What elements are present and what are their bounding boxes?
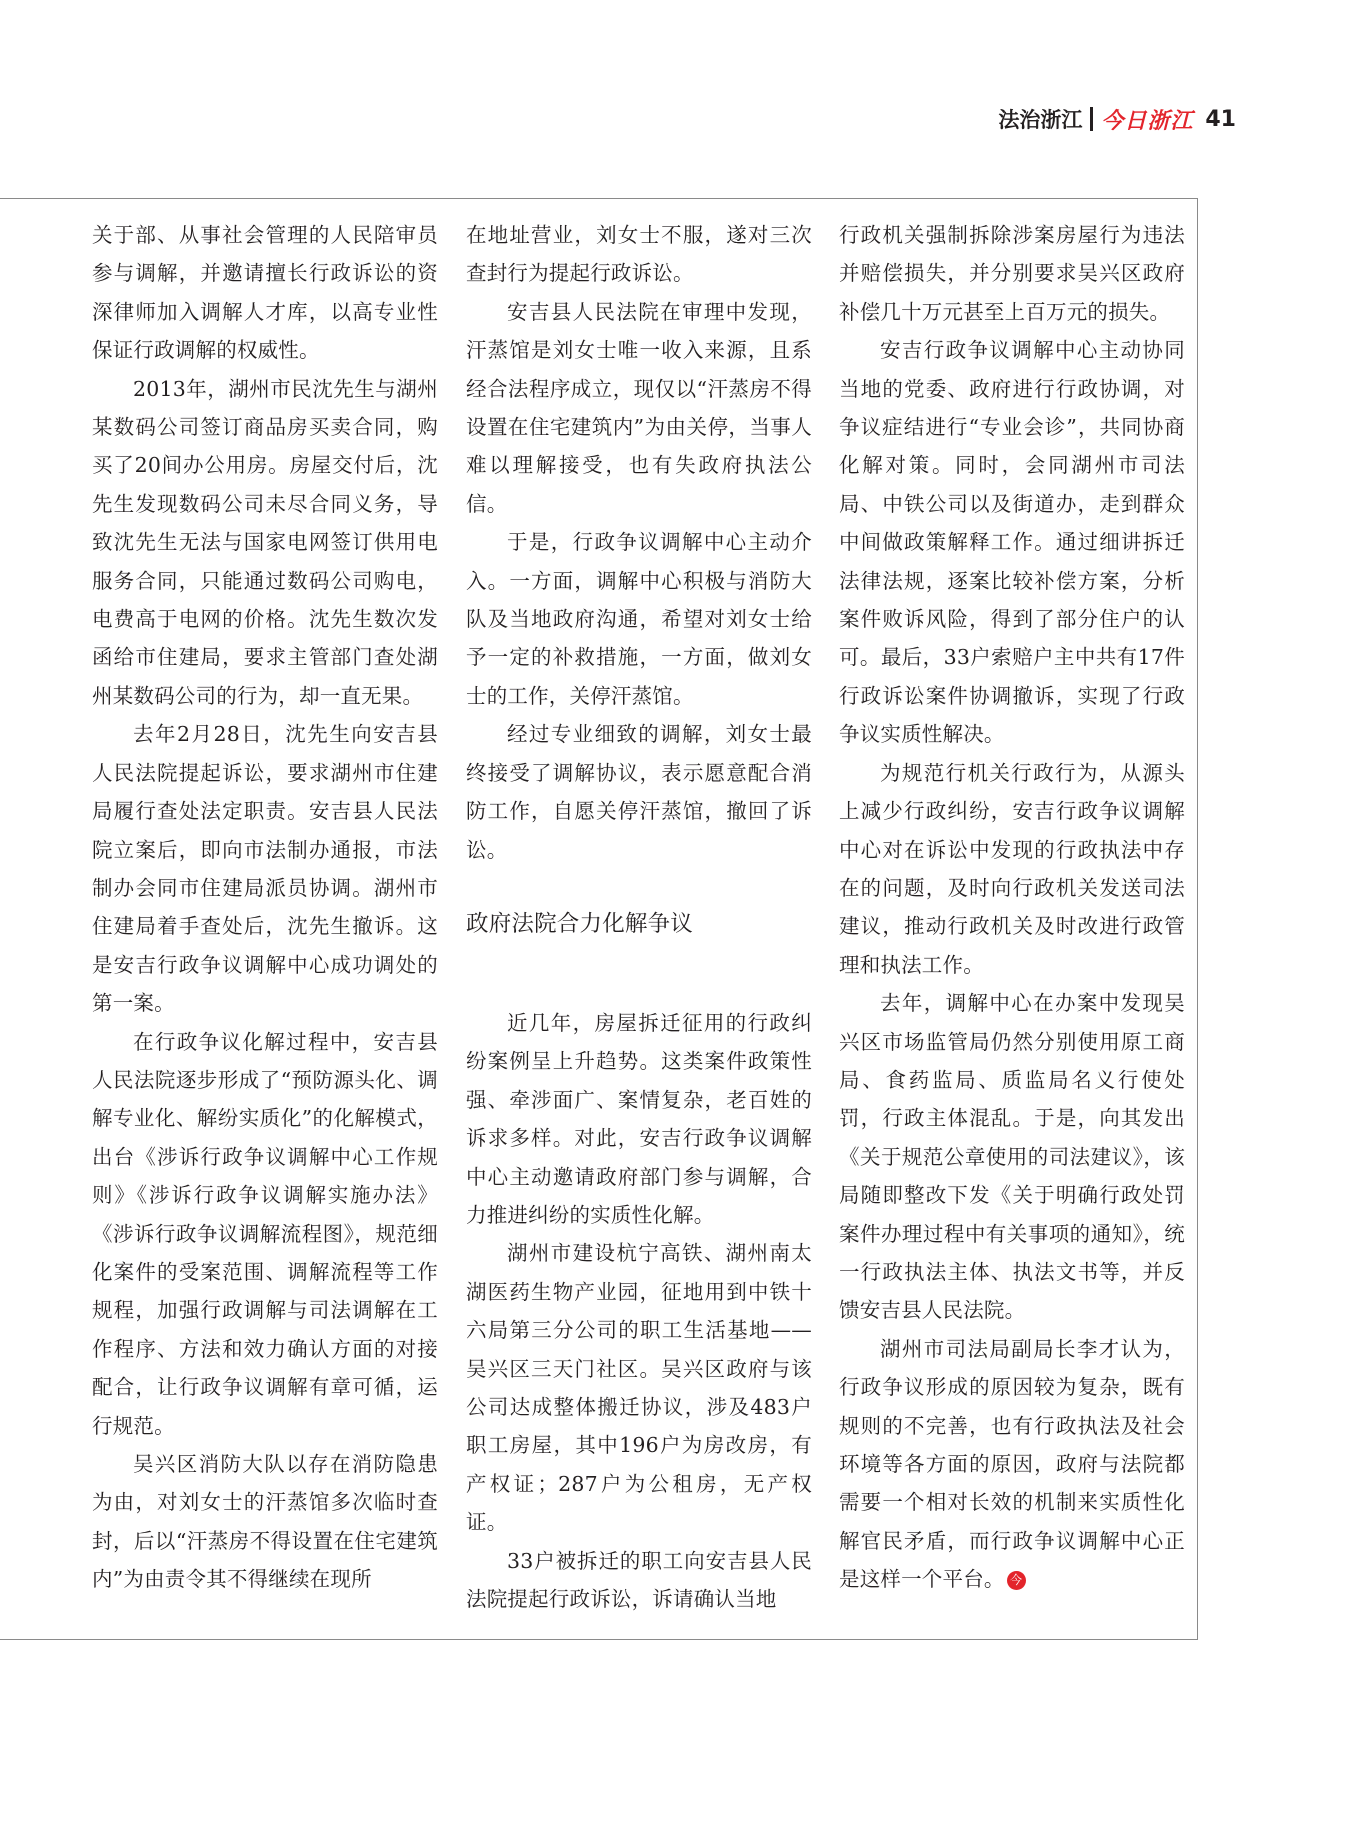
end-mark-icon: 今 [1007, 1571, 1026, 1590]
section-name: 法治浙江 [998, 108, 1083, 132]
paragraph: 安吉县人民法院在审理中发现，汗蒸馆是刘女士唯一收入来源，且系经合法程序成立，现仅以“汗蒸房不得设置在住宅建筑内”为由关停，当事人难以理解接受，也有失政府执法公信。 [466, 299, 812, 516]
paragraph: 33户被拆迁的职工向安吉县人民法院提起行政诉讼，诉请确认当地 [466, 1548, 812, 1611]
paragraph: 吴兴区消防大队以存在消防隐患为由，对刘女士的汗蒸馆多次临时查封，后以“汗蒸房不得设置在住宅建筑内”为由责令其不得继续在现所 [92, 1452, 438, 1592]
page-number: 41 [1205, 106, 1236, 132]
paragraph-text: 湖州市司法局副局长李才认为，行政争议形成的原因较为复杂，既有规则的不完善，也有行政执法及社会环境等各方面的原因，政府与法院都需要一个相对长效的机制来实质性化解官民矛盾，而行政争议调解中心正是这样一个平台。 [839, 1336, 1185, 1592]
paragraph: 经过专业细致的调解，刘女士最终接受了调解协议，表示愿意配合消防工作，自愿关停汗蒸馆，撤回了诉讼。 [466, 722, 812, 862]
paragraph: 在地址营业，刘女士不服，遂对三次查封行为提起行政诉讼。 [466, 223, 812, 286]
paragraph: 安吉行政争议调解中心主动协同当地的党委、政府进行行政协调，对争议症结进行“专业会诊”，共同协商化解对策。同时，会同湖州市司法局、中铁公司以及街道办，走到群众中间做政策解释工作。通过细讲拆迁法律法规，逐案比较补偿方案，分析案件败诉风险，得到了部分住户的认可。最后，33户索赔户主中共有17件行政诉讼案件协调撤诉，实现了行政争议实质性解决。 [839, 338, 1185, 747]
running-header [998, 104, 1236, 134]
header-divider [1090, 107, 1093, 131]
paragraph: 去年2月28日，沈先生向安吉县人民法院提起诉讼，要求湖州市住建局履行查处法定职责。安吉县人民法院立案后，即向市法制办通报，市法制办会同市住建局派员协调。湖州市住建局着手查处后，沈先生撤诉。这是安吉行政争议调解中心成功调处的第一案。 [92, 722, 438, 1016]
article-column-1 [92, 216, 438, 1599]
article-column-3 [839, 216, 1185, 1599]
paragraph: 为规范行机关行政行为，从源头上减少行政纠纷，安吉行政争议调解中心对在诉讼中发现的行政执法中存在的问题，及时向行政机关发送司法建议，推动行政机关及时改进行政管理和执法工作。 [839, 760, 1185, 977]
brand-logo: 今日浙江 [1101, 108, 1194, 134]
paragraph: 在行政争议化解过程中，安吉县人民法院逐步形成了“预防源头化、调解专业化、解纷实质化”的化解模式，出台《涉诉行政争议调解中心工作规则》《涉诉行政争议调解实施办法》《涉诉行政争议调解流程图》，规范细化案件的受案范围、调解流程等工作规程，加强行政调解与司法调解在工作程序、方法和效力确认方面的对接配合，让行政争议调解有章可循，运行规范。 [92, 1029, 438, 1438]
paragraph: 关于部、从事社会管理的人民陪审员参与调解，并邀请擅长行政诉讼的资深律师加入调解人才库，以高专业性保证行政调解的权威性。 [92, 223, 438, 363]
article-column-2 [466, 216, 812, 1618]
section-heading: 政府法院合力化解争议 [466, 910, 694, 937]
paragraph: 近几年，房屋拆迁征用的行政纠纷案例呈上升趋势。这类案件政策性强、牵涉面广、案情复杂，老百姓的诉求多样。对此，安吉行政争议调解中心主动邀请政府部门参与调解，合力推进纠纷的实质性化解。 [466, 1010, 812, 1227]
paragraph: 于是，行政争议调解中心主动介入。一方面，调解中心积极与消防大队及当地政府沟通，希望对刘女士给予一定的补救措施，一方面，做刘女士的工作，关停汗蒸馆。 [466, 530, 812, 708]
paragraph: 去年，调解中心在办案中发现吴兴区市场监管局仍然分别使用原工商局、食药监局、质监局名义行使处罚，行政主体混乱。于是，向其发出《关于规范公章使用的司法建议》，该局随即整改下发《关于明确行政处罚案件办理过程中有关事项的通知》，统一行政执法主体、执法文书等，并反馈安吉县人民法院。 [839, 991, 1185, 1323]
paragraph: 湖州市建设杭宁高铁、湖州南太湖医药生物产业园，征地用到中铁十六局第三分公司的职工生活基地——吴兴区三天门社区。吴兴区政府与该公司达成整体搬迁协议，涉及483户职工房屋，其中196户为房改房，有产权证；287户为公租房，无产权证。 [466, 1241, 812, 1535]
paragraph-last [839, 1330, 1185, 1599]
paragraph: 行政机关强制拆除涉案房屋行为违法并赔偿损失，并分别要求吴兴区政府补偿几十万元甚至上百万元的损失。 [839, 223, 1185, 324]
paragraph: 2013年，湖州市民沈先生与湖州某数码公司签订商品房买卖合同，购买了20间办公用房。房屋交付后，沈先生发现数码公司未尽合同义务，导致沈先生无法与国家电网签订供用电服务合同，只能通过数码公司购电，电费高于电网的价格。沈先生数次发函给市住建局，要求主管部门查处湖州某数码公司的行为，却一直无果。 [92, 376, 438, 708]
